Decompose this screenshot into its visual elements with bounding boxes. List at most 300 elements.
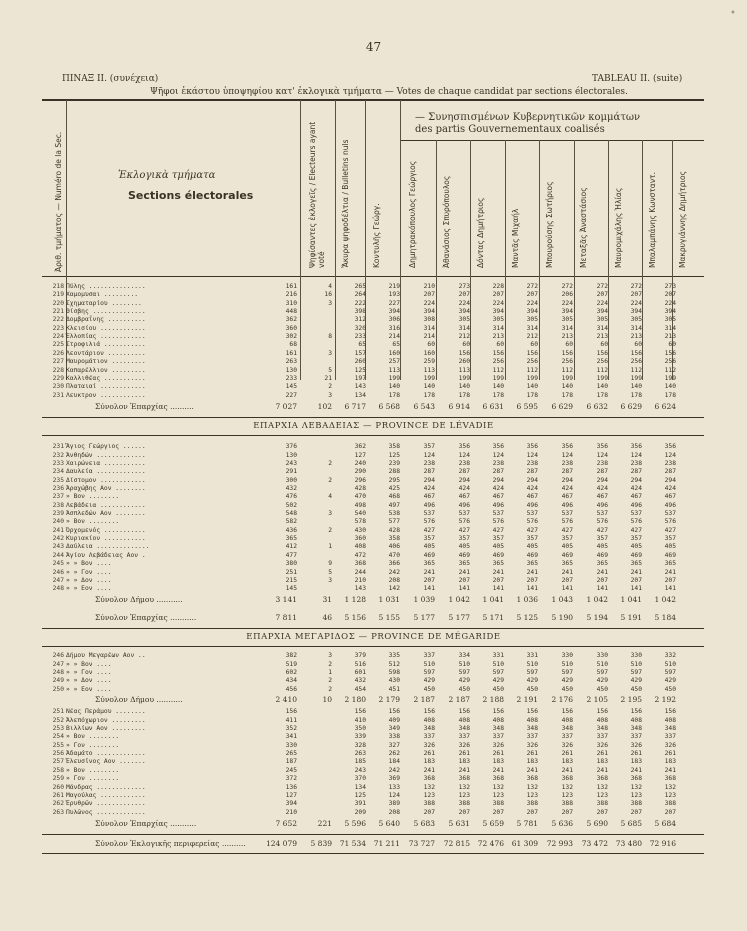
vote-cell: 391: [354, 800, 366, 808]
vote-cell: 209: [354, 808, 366, 816]
votes-cast-header: Ψηφίσαντες ἐκλογεῖς / Electeurs ayant voté: [308, 121, 326, 268]
vote-cell: 287: [664, 468, 676, 476]
vote-cell: 337: [561, 733, 573, 741]
header-top-rule: [42, 99, 704, 101]
vote-cell: 305: [526, 316, 538, 324]
vote-cell: 123: [458, 791, 470, 799]
vote-cell: 6 914: [448, 401, 470, 411]
vote-cell: 332: [664, 652, 676, 660]
vote-cell: 502: [285, 501, 297, 509]
vote-cell: 300: [285, 476, 297, 484]
vote-cell: 1 036: [516, 594, 538, 604]
vote-cell: 187: [285, 758, 297, 766]
vote-cell: 123: [596, 791, 608, 799]
section-number: 245: [52, 560, 64, 568]
vote-cell: 294: [458, 476, 470, 484]
vote-cell: 5 596: [344, 818, 366, 828]
table-row: [0, 502, 747, 510]
section-name: Βιλλίων Αον .........: [66, 725, 146, 733]
total-row: [0, 403, 747, 411]
vote-cell: 314: [596, 324, 608, 332]
vote-cell: 291: [285, 468, 297, 476]
vote-cell: 224: [458, 299, 470, 307]
vote-cell: 123: [561, 791, 573, 799]
section-name: » » Βον ....: [66, 560, 112, 568]
vote-cell: 537: [630, 510, 642, 518]
vote-cell: 207: [492, 808, 504, 816]
vote-cell: 112: [664, 366, 676, 374]
vote-cell: 430: [354, 526, 366, 534]
vote-cell: 379: [354, 652, 366, 660]
vote-cell: 356: [526, 443, 538, 451]
vote-cell: 468: [388, 493, 400, 501]
vote-cell: 6 629: [551, 401, 573, 411]
table-row: [0, 316, 747, 324]
vote-cell: 320: [354, 324, 366, 332]
table-row: [0, 569, 747, 577]
vote-cell: 178: [596, 391, 608, 399]
vote-cell: 265: [354, 283, 366, 290]
section-number: 263: [52, 808, 64, 816]
section-number: 246: [52, 568, 64, 576]
vote-cell: 216: [285, 291, 297, 299]
vote-cell: 132: [630, 783, 642, 791]
vote-cell: 365: [664, 560, 676, 568]
vote-cell: 328: [354, 741, 366, 749]
vote-cell: 498: [354, 501, 366, 509]
vote-cell: 388: [423, 800, 435, 808]
vote-cell: 132: [526, 783, 538, 791]
table-row: [0, 652, 747, 660]
vote-cell: 314: [561, 324, 573, 332]
vote-cell: 241: [596, 568, 608, 576]
vote-cell: 2 188: [482, 695, 504, 704]
vote-cell: 538: [388, 510, 400, 518]
vote-cell: 178: [423, 391, 435, 399]
vote-cell: 405: [596, 543, 608, 551]
vote-cell: 432: [285, 485, 297, 492]
vote-cell: 207: [423, 808, 435, 816]
vote-cell: 5: [328, 366, 332, 374]
vote-cell: 132: [561, 783, 573, 791]
vote-cell: 2: [328, 660, 332, 668]
table-rule: [42, 417, 704, 418]
vote-cell: 5 155: [378, 612, 400, 622]
section-number: 227: [52, 358, 64, 366]
invalid-ballots-header: Ἄκυρα ψηφοδέλτια / Bulletins nuls: [341, 139, 350, 268]
vote-cell: 5 839: [310, 839, 332, 849]
vote-cell: 263: [285, 358, 297, 366]
vote-cell: 5 636: [551, 818, 573, 828]
vote-cell: 72 993: [546, 839, 573, 849]
vote-cell: 290: [354, 468, 366, 476]
vote-cell: 60: [496, 341, 504, 349]
vote-cell: 388: [561, 800, 573, 808]
sections-header-french: Sections électorales: [128, 189, 254, 202]
vote-cell: 5 184: [654, 612, 676, 622]
vote-cell: 251: [285, 568, 297, 576]
vote-cell: 357: [492, 535, 504, 543]
vote-cell: 394: [423, 308, 435, 316]
section-number: 225: [52, 341, 64, 349]
vote-cell: 368: [596, 775, 608, 783]
vote-cell: 178: [561, 391, 573, 399]
table-row: [0, 493, 747, 501]
vote-cell: 356: [596, 443, 608, 451]
section-number: 255: [52, 741, 64, 749]
vote-cell: 132: [664, 783, 676, 791]
section-number: 246: [52, 652, 64, 660]
vote-cell: 3: [328, 652, 332, 660]
vote-cell: 427: [458, 526, 470, 534]
vote-cell: 241: [458, 568, 470, 576]
vote-cell: 46: [322, 612, 332, 622]
vote-cell: 496: [458, 501, 470, 509]
vote-cell: 326: [596, 741, 608, 749]
vote-cell: 8: [328, 333, 332, 341]
vote-cell: 368: [630, 775, 642, 783]
vote-cell: 428: [354, 485, 366, 492]
vote-cell: 224: [561, 299, 573, 307]
section-name: » » Εον ....: [66, 685, 112, 693]
table-label-french: TABLEAU II. (suite): [592, 74, 683, 84]
vote-cell: 326: [458, 741, 470, 749]
vote-cell: 306: [388, 316, 400, 324]
vote-cell: 469: [630, 551, 642, 559]
vote-cell: 365: [561, 560, 573, 568]
vote-cell: 178: [526, 391, 538, 399]
vote-cell: 2: [328, 383, 332, 391]
vote-cell: 4: [328, 493, 332, 501]
vote-cell: 370: [354, 775, 366, 783]
vote-cell: 469: [458, 551, 470, 559]
vote-cell: 213: [630, 333, 642, 341]
vote-cell: 405: [664, 543, 676, 551]
vote-cell: 124: [388, 791, 400, 799]
section-number: 262: [52, 800, 64, 808]
section-name: Ἀγίου Λεβάδειας Αον .: [66, 551, 146, 559]
vote-cell: 178: [388, 391, 400, 399]
vote-cell: 436: [285, 526, 297, 534]
vote-cell: 73 480: [615, 839, 642, 849]
vote-cell: 262: [388, 750, 400, 758]
section-number: 243: [52, 543, 64, 551]
vote-cell: 394: [458, 308, 470, 316]
section-name: Ἅγιος Γεώργιος ......: [66, 443, 146, 451]
vote-cell: 213: [664, 333, 676, 341]
vote-cell: 207: [596, 576, 608, 584]
vote-cell: 287: [561, 468, 573, 476]
vote-cell: 224: [596, 299, 608, 307]
vote-cell: 287: [526, 468, 538, 476]
vote-cell: 287: [423, 468, 435, 476]
vote-cell: 5 684: [654, 818, 676, 828]
vote-cell: 207: [458, 576, 470, 584]
section-number-header: Ἀριθ. τμήματος — Numéro de la Sec.: [54, 131, 63, 272]
vote-cell: 5 640: [378, 818, 400, 828]
table-row: [0, 733, 747, 741]
section-name: Πυλῶνος .............: [66, 808, 146, 816]
vote-cell: 339: [354, 733, 366, 741]
vote-cell: 405: [492, 543, 504, 551]
vote-cell: 432: [354, 677, 366, 685]
vote-cell: 294: [561, 476, 573, 484]
vote-cell: 213: [492, 333, 504, 341]
vote-cell: 5 177: [448, 612, 470, 622]
vote-cell: 199: [630, 374, 642, 382]
vote-cell: 123: [630, 791, 642, 799]
vote-cell: 348: [458, 725, 470, 733]
section-number: 231: [52, 443, 64, 451]
vote-cell: 243: [285, 459, 297, 467]
vote-cell: 330: [596, 652, 608, 660]
vote-cell: 576: [630, 518, 642, 526]
vote-cell: 537: [526, 510, 538, 518]
vote-cell: 365: [596, 560, 608, 568]
vote-cell: 496: [596, 501, 608, 509]
vote-cell: 224: [423, 299, 435, 307]
table-row: [0, 325, 747, 333]
section-number: 219: [52, 291, 64, 299]
vote-cell: 273: [664, 283, 676, 290]
vote-cell: 337: [596, 733, 608, 741]
section-name: » » Βον ....: [66, 660, 112, 668]
vote-cell: 207: [458, 291, 470, 299]
vote-cell: 467: [596, 493, 608, 501]
vote-cell: 334: [458, 652, 470, 660]
vote-cell: 294: [596, 476, 608, 484]
vote-cell: 207: [630, 291, 642, 299]
vote-cell: 358: [388, 535, 400, 543]
vote-cell: 124: [423, 451, 435, 459]
vote-cell: 368: [561, 775, 573, 783]
vote-cell: 1 042: [654, 594, 676, 604]
vote-cell: 140: [423, 383, 435, 391]
vote-cell: 193: [388, 291, 400, 299]
vote-cell: 405: [458, 543, 470, 551]
vote-cell: 408: [561, 716, 573, 724]
vote-cell: 2 192: [654, 695, 676, 704]
vote-cell: 425: [388, 485, 400, 492]
vote-cell: 294: [526, 476, 538, 484]
vote-cell: 365: [526, 560, 538, 568]
vote-cell: 451: [388, 685, 400, 693]
vote-cell: 156: [458, 708, 470, 716]
vote-cell: 5 659: [482, 818, 504, 828]
section-number: 222: [52, 316, 64, 324]
vote-cell: 65: [392, 341, 400, 349]
vote-cell: 261: [664, 750, 676, 758]
candidate-header: Κοντυλῆς Γεώργ.: [372, 203, 381, 268]
section-number: 231: [52, 391, 64, 399]
vote-cell: 305: [561, 316, 573, 324]
vote-cell: 238: [492, 459, 504, 467]
vote-cell: 394: [388, 308, 400, 316]
vote-cell: 273: [458, 283, 470, 290]
vote-cell: 207: [664, 808, 676, 816]
vote-cell: 470: [388, 551, 400, 559]
vote-cell: 6 632: [586, 401, 608, 411]
vote-cell: 113: [458, 366, 470, 374]
vote-cell: 408: [664, 716, 676, 724]
table-caption: Ψῆφοι ἑκάστου ὑποψηφίου κατ' ἐκλογικὰ τμήματα — Votes de chaque candidat par sections électorales.: [150, 87, 628, 97]
vote-cell: 576: [664, 518, 676, 526]
vote-cell: 295: [388, 476, 400, 484]
vote-cell: 394: [630, 308, 642, 316]
vote-cell: 424: [458, 485, 470, 492]
vote-cell: 357: [561, 535, 573, 543]
vote-cell: 123: [526, 791, 538, 799]
vote-cell: 1 043: [551, 594, 573, 604]
vote-cell: 222: [354, 299, 366, 307]
vote-cell: 140: [630, 383, 642, 391]
candidate-header: Μακρυγιάννης Δημήτριος: [678, 171, 687, 268]
vote-cell: 510: [561, 660, 573, 668]
vote-cell: 427: [561, 526, 573, 534]
vote-cell: 124: [561, 451, 573, 459]
page-number: 47: [365, 40, 382, 54]
vote-cell: 450: [630, 685, 642, 693]
vote-cell: 382: [285, 652, 297, 660]
vote-cell: 424: [492, 485, 504, 492]
vote-cell: 256: [492, 358, 504, 366]
vote-cell: 305: [458, 316, 470, 324]
vote-cell: 537: [492, 510, 504, 518]
section-number: 248: [52, 585, 64, 593]
vote-cell: 221: [317, 818, 332, 828]
vote-cell: 362: [285, 316, 297, 324]
vote-cell: 2: [328, 677, 332, 685]
section-number: 248: [52, 668, 64, 676]
vote-cell: 597: [630, 668, 642, 676]
vote-cell: 185: [354, 758, 366, 766]
table-row: [0, 800, 747, 808]
vote-cell: 408: [423, 716, 435, 724]
vote-cell: 207: [664, 576, 676, 584]
vote-cell: 261: [561, 750, 573, 758]
vote-cell: 368: [526, 775, 538, 783]
vote-cell: 161: [285, 283, 297, 290]
section-number: 254: [52, 733, 64, 741]
vote-cell: 3: [328, 510, 332, 518]
vote-cell: 241: [664, 766, 676, 774]
vote-cell: 510: [458, 660, 470, 668]
table-label-greek: ΠΙΝΑΞ II. (συνέχεια): [62, 74, 159, 84]
table-row: [0, 443, 747, 451]
vote-cell: 510: [423, 660, 435, 668]
section-name: Σύνολον Ἐκλογικῆς περιφερείας ..........: [95, 839, 246, 849]
vote-cell: 408: [458, 716, 470, 724]
vote-cell: 199: [664, 374, 676, 382]
vote-cell: 429: [664, 677, 676, 685]
section-number: 253: [52, 725, 64, 733]
vote-cell: 72 476: [477, 839, 504, 849]
vote-cell: 156: [423, 708, 435, 716]
vote-cell: 102: [317, 401, 332, 411]
vote-cell: 357: [423, 535, 435, 543]
vote-cell: 496: [561, 501, 573, 509]
table-row: [0, 585, 747, 593]
vote-cell: 305: [492, 316, 504, 324]
vote-cell: 140: [492, 383, 504, 391]
vote-cell: 454: [354, 685, 366, 693]
total-row: [0, 840, 747, 848]
vote-cell: 394: [526, 308, 538, 316]
section-name: Δαύλεια ..............: [66, 543, 150, 551]
vote-cell: 207: [561, 576, 573, 584]
vote-cell: 183: [561, 758, 573, 766]
vote-cell: 132: [596, 783, 608, 791]
vote-cell: 265: [285, 750, 297, 758]
vote-cell: 357: [526, 535, 538, 543]
vote-cell: 360: [354, 535, 366, 543]
vote-cell: 125: [354, 366, 366, 374]
section-number: 256: [52, 750, 64, 758]
table-row: [0, 552, 747, 560]
vote-cell: 207: [423, 291, 435, 299]
vote-cell: 156: [354, 708, 366, 716]
vote-cell: 537: [458, 510, 470, 518]
vote-cell: 357: [596, 535, 608, 543]
vote-cell: 467: [492, 493, 504, 501]
vote-cell: 212: [526, 333, 538, 341]
section-number: 218: [52, 283, 64, 290]
vote-cell: 405: [526, 543, 538, 551]
vote-cell: 314: [492, 324, 504, 332]
vote-cell: 272: [561, 283, 573, 290]
section-number: 232: [52, 451, 64, 459]
vote-cell: 145: [285, 585, 297, 593]
vote-cell: 577: [388, 518, 400, 526]
vote-cell: 112: [561, 366, 573, 374]
vote-cell: 2 187: [448, 695, 470, 704]
vote-cell: 6 629: [620, 401, 642, 411]
vote-cell: 241: [492, 766, 504, 774]
table-row: [0, 543, 747, 551]
section-name: Σύνολον Δήμου ...........: [95, 695, 183, 704]
vote-cell: 9: [328, 560, 332, 568]
vote-cell: 207: [596, 808, 608, 816]
vote-cell: 127: [285, 791, 297, 799]
vote-cell: 372: [285, 775, 297, 783]
section-number: 238: [52, 501, 64, 509]
section-number: 250: [52, 685, 64, 693]
sections-header-greek: Ἐκλογικὰ τμήματα: [118, 170, 216, 181]
section-number: 233: [52, 459, 64, 467]
table-row: [0, 717, 747, 725]
section-name: » » Δον ....: [66, 677, 112, 685]
vote-cell: 183: [526, 758, 538, 766]
vote-cell: 287: [458, 468, 470, 476]
vote-cell: 5 190: [551, 612, 573, 622]
vote-cell: 1 041: [620, 594, 642, 604]
vote-cell: 213: [596, 333, 608, 341]
vote-cell: 510: [630, 660, 642, 668]
vote-cell: 238: [561, 459, 573, 467]
vote-cell: 537: [664, 510, 676, 518]
section-number: 257: [52, 758, 64, 766]
vote-cell: 5 125: [516, 612, 538, 622]
vote-cell: 510: [492, 660, 504, 668]
vote-cell: 112: [630, 366, 642, 374]
vote-cell: 207: [630, 808, 642, 816]
section-number: 261: [52, 791, 64, 799]
vote-cell: 429: [561, 677, 573, 685]
vote-cell: 326: [561, 741, 573, 749]
vote-cell: 310: [285, 299, 297, 307]
vote-cell: 60: [530, 341, 538, 349]
vote-cell: 136: [285, 783, 297, 791]
